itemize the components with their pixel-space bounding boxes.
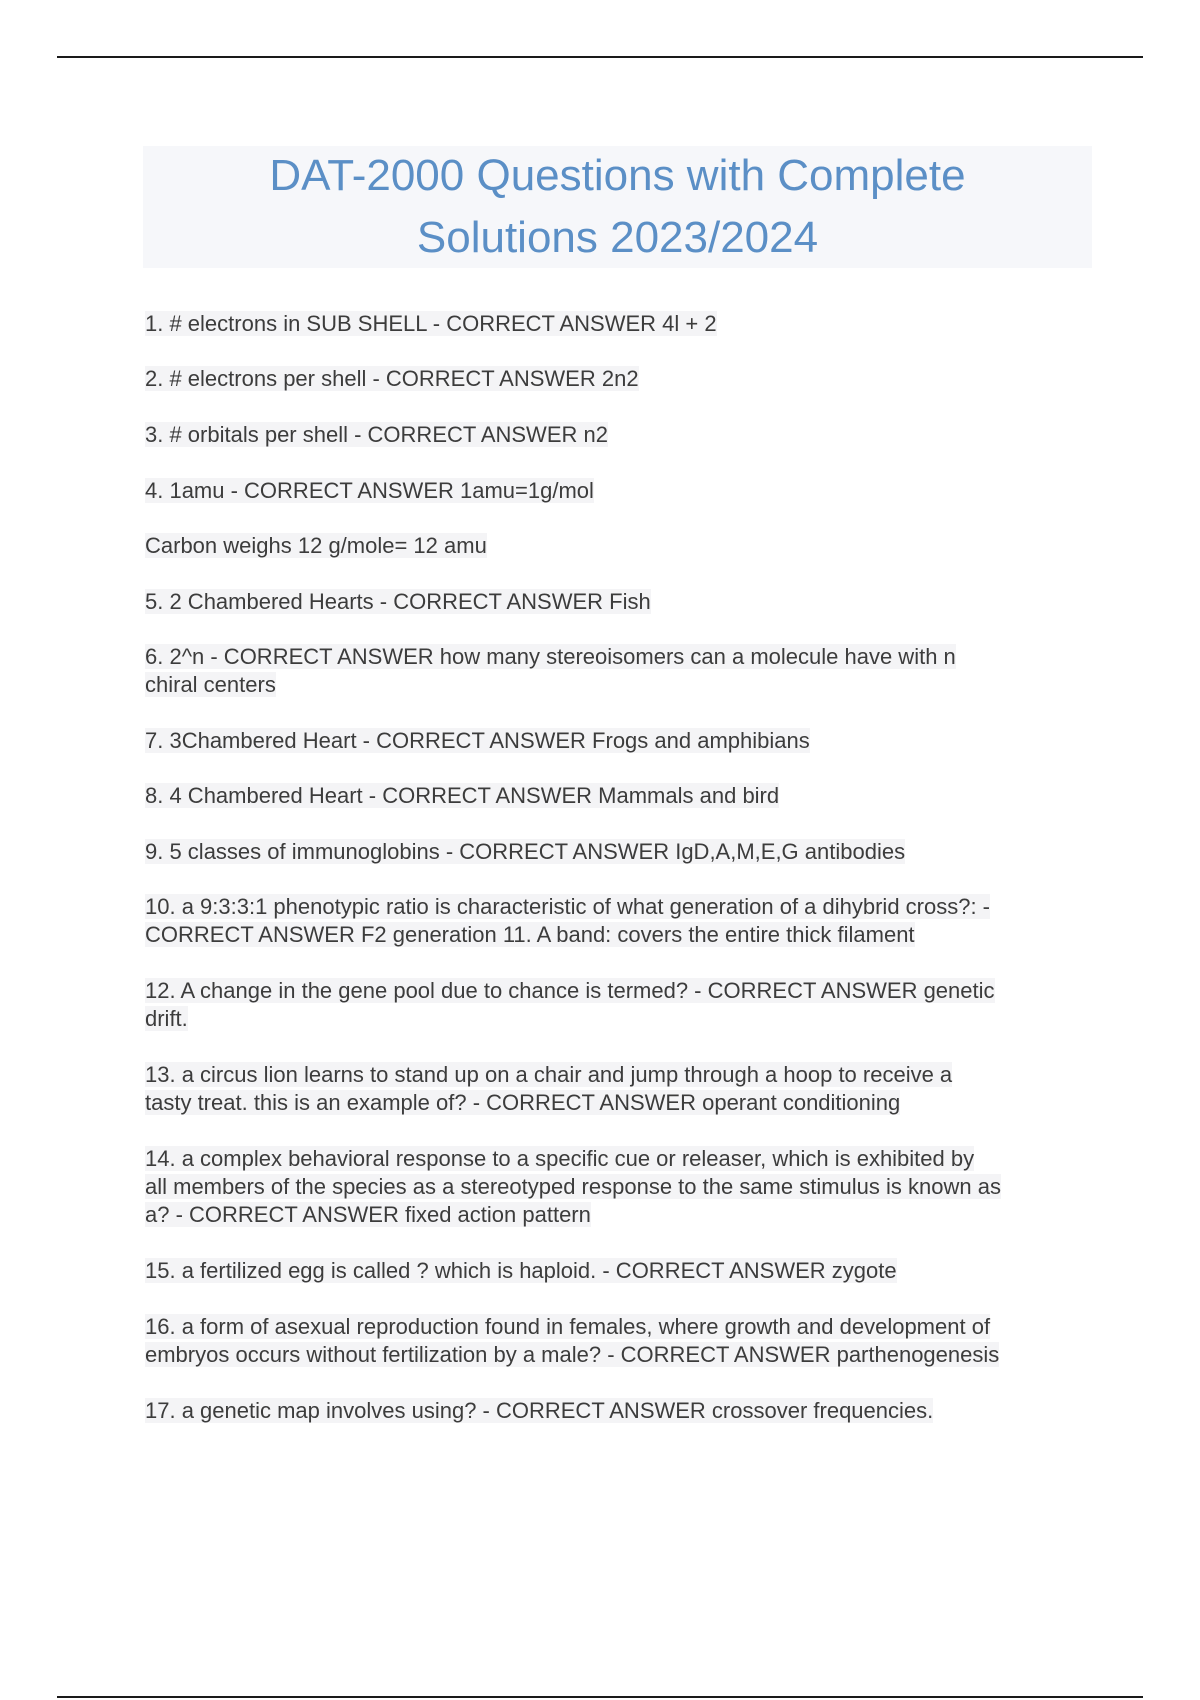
qa-item-8: 8. 4 Chambered Heart - CORRECT ANSWER Mammals and bird <box>145 783 780 808</box>
qa-item-17: 17. a genetic map involves using? - CORRECT ANSWER crossover frequencies. <box>145 1398 934 1423</box>
qa-item-12: 12. A change in the gene pool due to chance is termed? - CORRECT ANSWER genetic <box>145 978 995 1003</box>
qa-item-1: 1. # electrons in SUB SHELL - CORRECT ANSWER 4l + 2 <box>145 311 717 336</box>
qa-item-12-cont: drift. <box>145 1006 188 1031</box>
qa-item-5: 5. 2 Chambered Hearts - CORRECT ANSWER Fish <box>145 589 651 614</box>
qa-item-6-cont: chiral centers <box>145 672 276 697</box>
qa-item-16: 16. a form of asexual reproduction found in females, where growth and development of <box>145 1314 991 1339</box>
qa-item-13: 13. a circus lion learns to stand up on a chair and jump through a hoop to receive a <box>145 1062 953 1087</box>
qa-item-7: 7. 3Chambered Heart - CORRECT ANSWER Frogs and amphibians <box>145 728 810 753</box>
qa-item-15: 15. a fertilized egg is called ? which is haploid. - CORRECT ANSWER zygote <box>145 1258 897 1283</box>
top-rule <box>57 56 1143 58</box>
qa-item-14-cont-2: a? - CORRECT ANSWER fixed action pattern <box>145 1202 591 1227</box>
qa-item-9: 9. 5 classes of immunoglobins - CORRECT ANSWER IgD,A,M,E,G antibodies <box>145 839 906 864</box>
qa-list <box>145 310 1095 1425</box>
qa-item-14-cont-1: all members of the species as a stereotyped response to the same stimulus is known as <box>145 1174 1001 1199</box>
qa-item-2: 2. # electrons per shell - CORRECT ANSWER 2n2 <box>145 366 639 391</box>
qa-item-10-cont: CORRECT ANSWER F2 generation 11. A band: covers the entire thick filament <box>145 922 915 947</box>
qa-item-10: 10. a 9:3:3:1 phenotypic ratio is characteristic of what generation of a dihybrid cross?: - <box>145 894 991 919</box>
bottom-rule <box>57 1696 1143 1698</box>
qa-item-4: 4. 1amu - CORRECT ANSWER 1amu=1g/mol <box>145 478 594 503</box>
title-banner <box>143 146 1092 268</box>
qa-item-4-note: Carbon weighs 12 g/mole= 12 amu <box>145 533 487 558</box>
qa-item-3: 3. # orbitals per shell - CORRECT ANSWER n2 <box>145 422 608 447</box>
qa-item-14: 14. a complex behavioral response to a specific cue or releaser, which is exhibited by <box>145 1146 975 1171</box>
title-line-1: DAT-2000 Questions with Complete <box>269 151 966 200</box>
qa-item-16-cont: embryos occurs without fertilization by a male? - CORRECT ANSWER parthenogenesis <box>145 1342 1000 1367</box>
qa-item-6: 6. 2^n - CORRECT ANSWER how many stereoisomers can a molecule have with n <box>145 644 956 669</box>
qa-item-13-cont: tasty treat. this is an example of? - CORRECT ANSWER operant conditioning <box>145 1090 901 1115</box>
title-line-2: Solutions 2023/2024 <box>416 213 819 262</box>
